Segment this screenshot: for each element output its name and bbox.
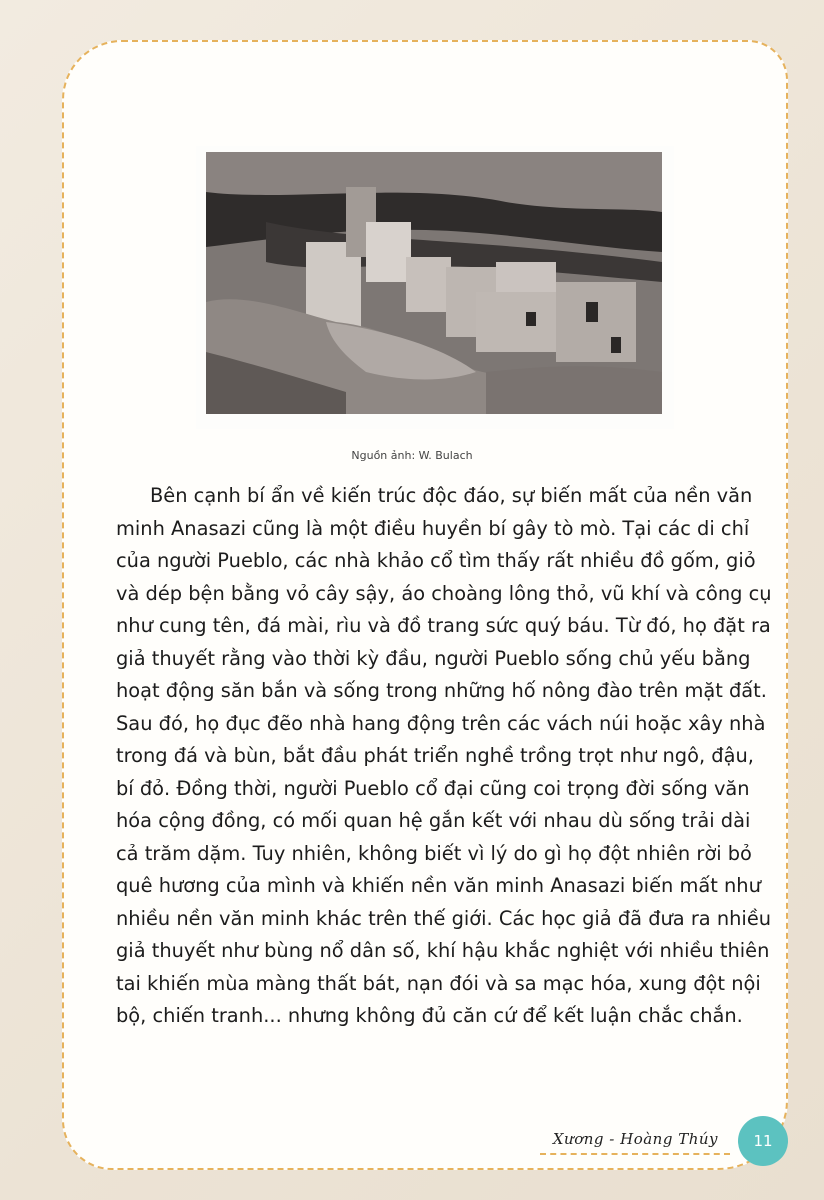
body-line: quê hương của mình và khiến nền văn minh Anasazi biến mất như [116,874,761,897]
body-line: bộ, chiến tranh... nhưng không đủ căn cứ để kết luận chắc chắn. [116,1004,743,1027]
body-line: giả thuyết như bùng nổ dân số, khí hậu khắc nghiệt với nhiều thiên [116,939,770,962]
page-number: 11 [753,1132,773,1150]
body-line: trong đá và bùn, bắt đầu phát triển nghề trồng trọt như ngô, đậu, [116,744,754,767]
body-line: cả trăm dặm. Tuy nhiên, không biết vì lý do gì họ đột nhiên rời bỏ [116,841,752,865]
body-line: Sau đó, họ đục đẽo nhà hang động trên các vách núi hoặc xây nhà [116,711,766,735]
body-line: hóa cộng đồng, có mối quan hệ gắn kết với nhau dù sống trải dài [116,809,751,832]
body-line: Bên cạnh bí ẩn về kiến trúc độc đáo, sự biến mất của nền văn [150,484,753,507]
cliff-dwelling-photo [206,152,662,414]
footer-divider [540,1153,730,1155]
body-line: tai khiến mùa màng thất bát, nạn đói và sa mạc hóa, xung đột nội [116,971,761,995]
body-line: của người Pueblo, các nhà khảo cổ tìm thấy rất nhiều đồ gốm, giỏ [116,549,756,572]
body-line: minh Anasazi cũng là một điều huyền bí gây tò mò. Tại các di chỉ [116,516,750,540]
page-number-badge [738,1116,788,1166]
body-line: như cung tên, đá mài, rìu và đồ trang sức quý báu. Từ đó, họ đặt ra [116,614,771,637]
body-line: bí đỏ. Đồng thời, người Pueblo cổ đại cũng coi trọng đời sống văn [116,776,750,800]
body-paragraph [116,480,772,1033]
body-line: giả thuyết rằng vào thời kỳ đầu, người Pueblo sống chủ yếu bằng [116,646,751,670]
body-line: hoạt động săn bắn và sống trong những hố nông đào trên mặt đất. [116,679,767,702]
body-line: nhiều nền văn minh khác trên thế giới. Các học giả đã đưa ra nhiều [116,906,772,930]
photo-caption: Nguồn ảnh: W. Bulach [351,449,473,462]
body-line: và dép bện bằng vỏ cây sậy, áo choàng lông thỏ, vũ khí và công cụ [116,581,772,605]
photo-frame [196,146,674,429]
footer-credit: Xương - Hoàng Thúy [552,1130,718,1148]
